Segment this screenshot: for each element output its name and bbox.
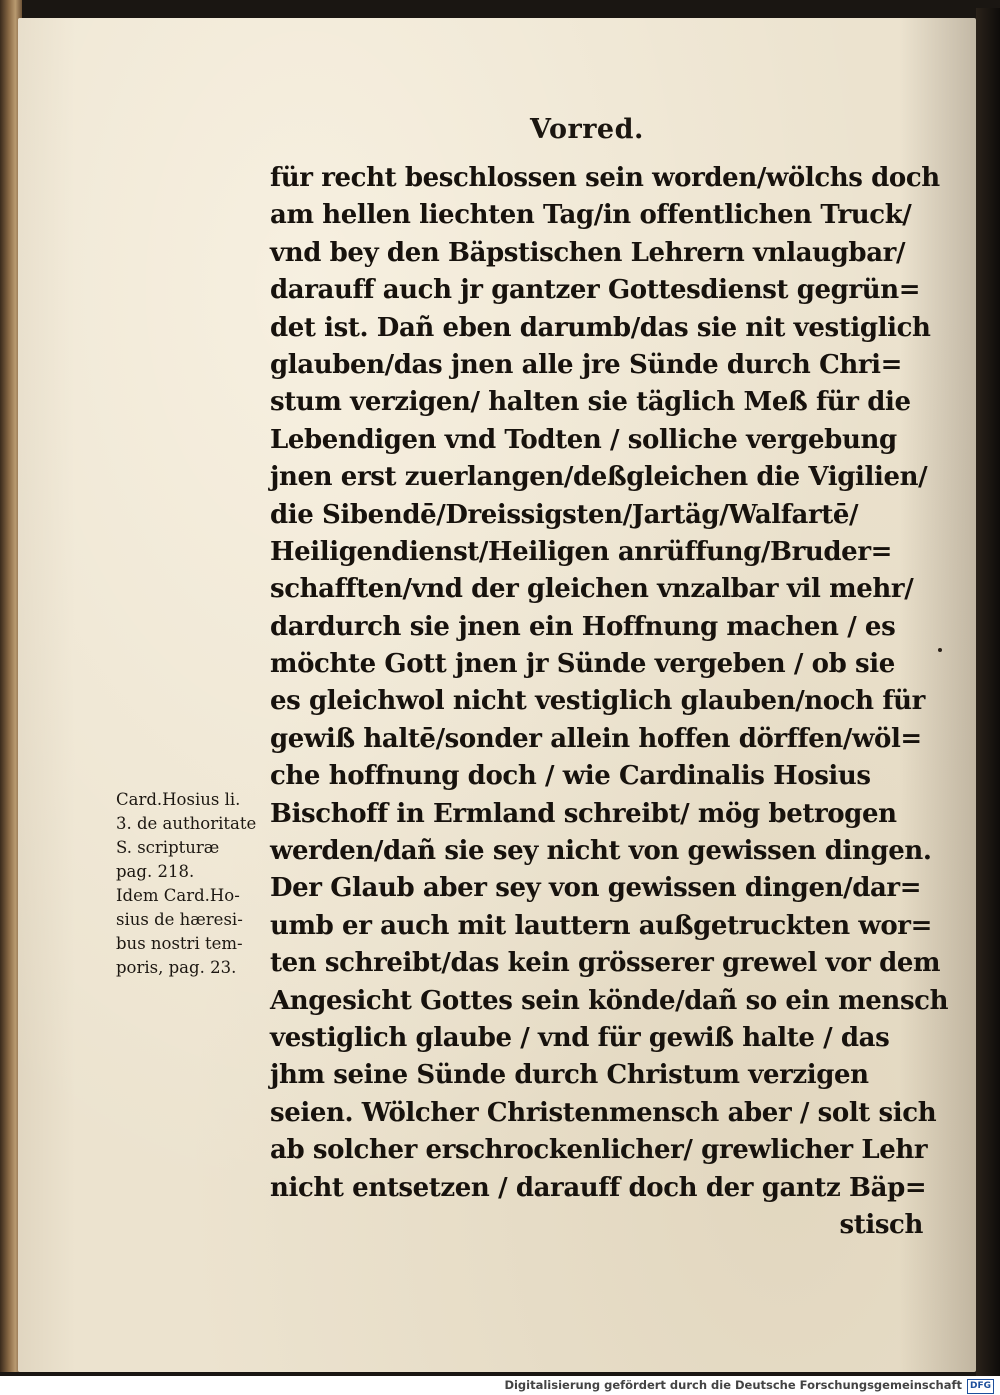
marginal-note [116, 788, 286, 980]
text-line: Der Glaub aber sey von gewissen dingen/dar= [270, 873, 922, 904]
text-line: möchte Gott jnen jr Sünde vergeben / ob sie [270, 649, 895, 680]
text-line: stum verzigen/ halten sie täglich Meß für die [270, 387, 911, 418]
marginal-line: sius de hæresi- [116, 910, 243, 929]
marginal-line: 3. de authoritate [116, 814, 257, 833]
text-line: seien. Wölcher Christenmensch aber / solt sich [270, 1097, 937, 1128]
text-line: schafften/vnd der gleichen vnzalbar vil mehr/ [270, 574, 914, 605]
marginal-line: pag. 218. [116, 862, 195, 881]
page-gutter [976, 8, 1000, 1376]
text-line: det ist. Dañ eben darumb/das sie nit vestiglich [270, 312, 931, 343]
running-head: Vorred. [530, 114, 644, 145]
text-line: Bischoff in Ermland schreibt/ mög betrogen [270, 798, 897, 829]
text-line: darauff auch jr gantzer Gottesdienst gegrün= [270, 275, 921, 306]
text-line: jhm seine Sünde durch Christum verzigen [270, 1060, 869, 1091]
text-line: ab solcher erschrockenlicher/ grewlicher Lehr [270, 1135, 928, 1166]
text-line: werden/dañ sie sey nicht von gewissen dingen. [270, 836, 932, 867]
text-line: che hoffnung doch / wie Cardinalis Hosius [270, 761, 871, 792]
text-line: dardurch sie jnen ein Hoffnung machen / es [270, 611, 896, 642]
marginal-line: S. scripturæ [116, 838, 220, 857]
marginal-line: Idem Card.Ho- [116, 886, 240, 905]
text-line: Heiligendienst/Heiligen anrüffung/Bruder= [270, 536, 893, 567]
text-line: umb er auch mit lauttern außgetruckten wor= [270, 910, 932, 941]
text-line: die Sibendē/Dreissigsten/Jartäg/Walfartē/ [270, 499, 859, 530]
text-line: Lebendigen vnd Todten / solliche vergebung [270, 424, 897, 455]
text-line: für recht beschlossen sein worden/wölchs doch [270, 163, 940, 193]
body-text [270, 160, 949, 1244]
text-line: nicht entsetzen / darauff doch der gantz Bäp= [270, 1172, 927, 1203]
footer-bar [0, 1376, 1000, 1395]
catchword: stisch [839, 1209, 923, 1240]
text-line: Angesicht Gottes sein könde/dañ so ein mensch [270, 985, 949, 1016]
text-line: gewiß haltē/sonder allein hoffen dörffen/wöl= [270, 723, 922, 754]
dfg-logo: DFG [967, 1379, 994, 1394]
funding-credit: Digitalisierung gefördert durch die Deutsche Forschungsgemeinschaft [504, 1378, 962, 1392]
text-line: ten schreibt/das kein grösserer grewel vor dem [270, 948, 941, 979]
text-line: vestiglich glaube / vnd für gewiß halte / das [270, 1022, 890, 1053]
text-line: glauben/das jnen alle jre Sünde durch Chri= [270, 349, 903, 380]
text-line: es gleichwol nicht vestiglich glauben/noch für [270, 686, 925, 717]
text-line: jnen erst zuerlangen/deßgleichen die Vigilien/ [270, 462, 928, 493]
marginal-line: bus nostri tem- [116, 934, 243, 953]
marginal-line: poris, pag. 23. [116, 958, 237, 977]
marginal-line: Card.Hosius li. [116, 790, 241, 809]
text-line: am hellen liechten Tag/in offentlichen Truck/ [270, 200, 912, 231]
ink-speck [938, 648, 942, 652]
text-line: vnd bey den Bäpstischen Lehrern vnlaugbar/ [270, 237, 906, 268]
